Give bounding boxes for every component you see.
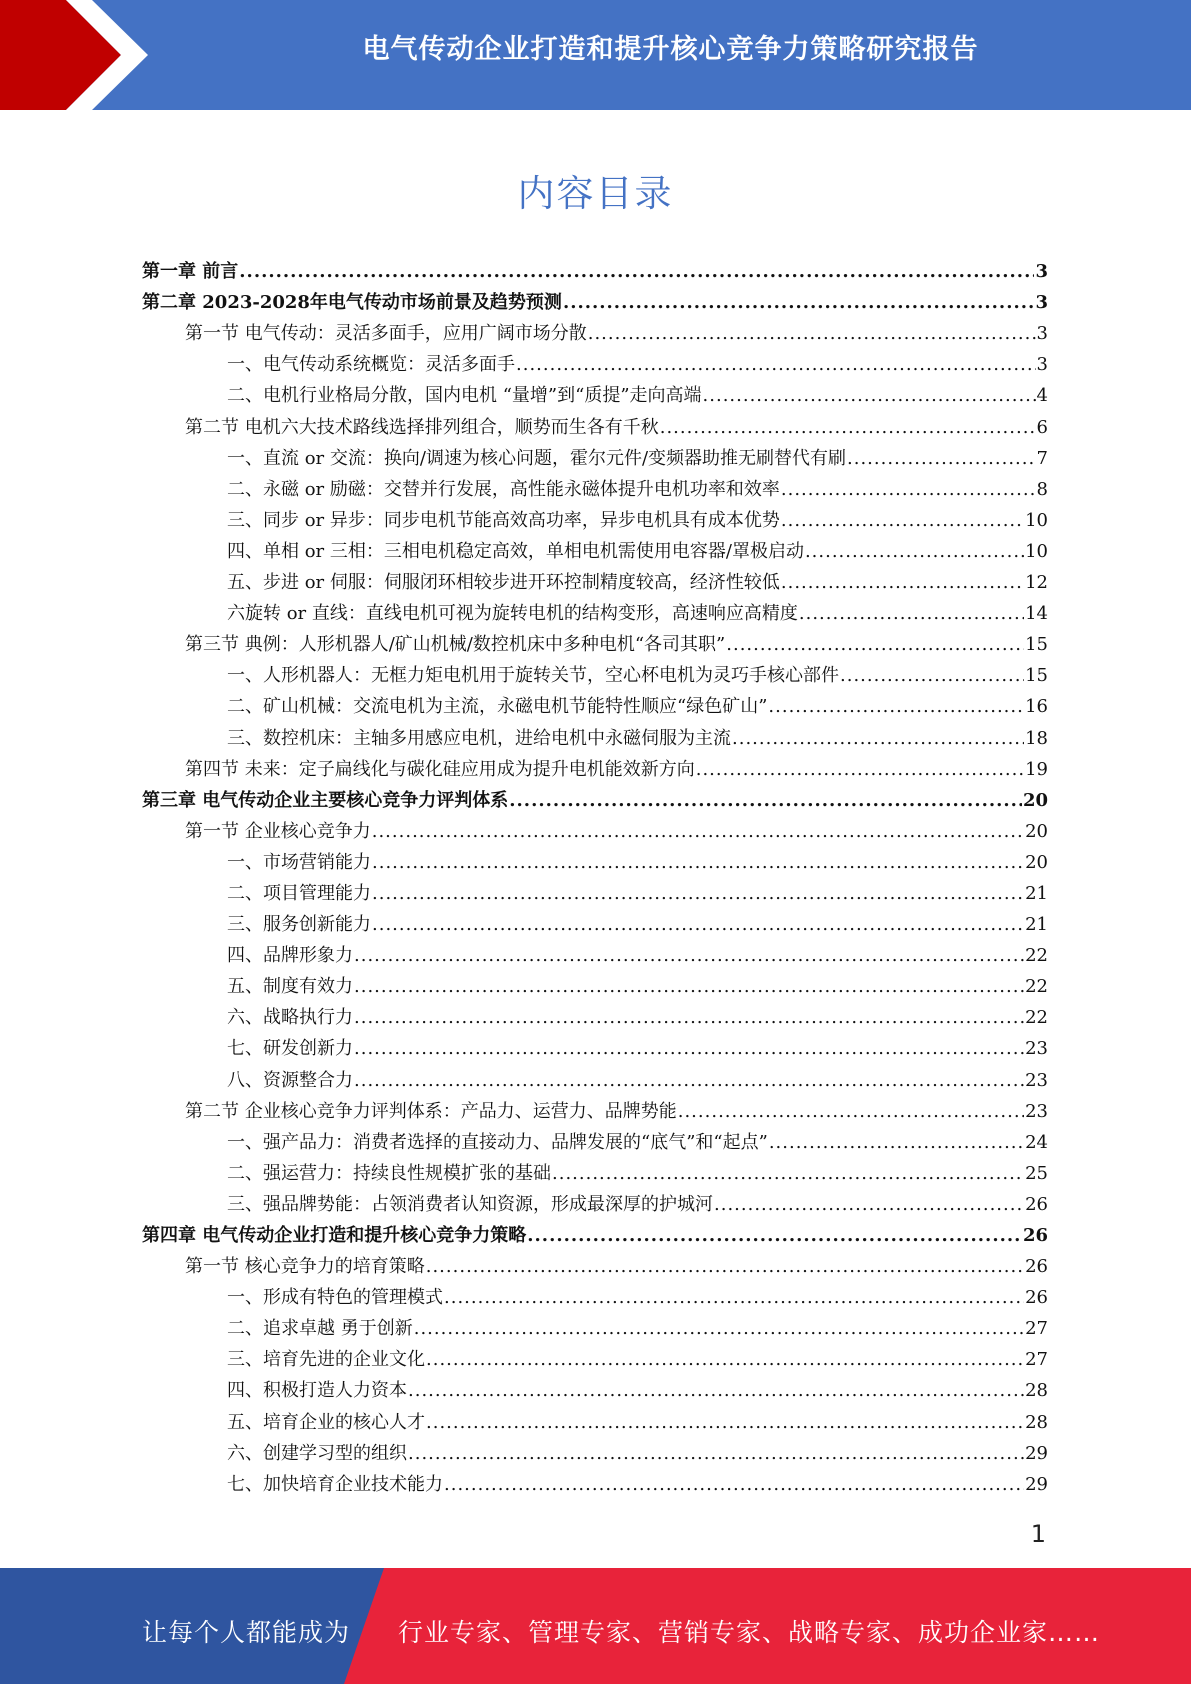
toc-leader-dots: [354, 944, 1024, 968]
toc-entry-label: 七、研发创新力: [227, 1038, 353, 1060]
toc-leader-dots: [769, 1131, 1024, 1155]
toc-leader-dots: [840, 664, 1024, 688]
toc-entry-page: 15: [1025, 665, 1048, 687]
toc-leader-dots: [696, 758, 1024, 782]
toc-leader-dots: [563, 291, 1035, 315]
toc-entry-page: 10: [1025, 509, 1048, 531]
toc-entry[interactable]: [142, 1219, 1048, 1250]
toc-entry-page: 21: [1025, 914, 1048, 936]
toc-entry[interactable]: [142, 317, 1048, 348]
toc-entry-page: 3: [1036, 354, 1048, 376]
toc-entry-label: 五、制度有效力: [227, 976, 353, 998]
toc-entry-page: 18: [1025, 727, 1048, 749]
toc-entry[interactable]: [142, 1281, 1048, 1312]
toc-entry-page: 27: [1025, 1349, 1048, 1371]
toc-entry-page: 14: [1025, 603, 1048, 625]
toc-entry-page: 10: [1025, 540, 1048, 562]
toc-entry-page: 15: [1025, 634, 1048, 656]
toc-entry[interactable]: [142, 1405, 1048, 1436]
toc-entry-label: 三、服务创新能力: [227, 914, 371, 936]
toc-entry[interactable]: [142, 566, 1048, 597]
toc-entry[interactable]: [142, 410, 1048, 441]
toc-entry-label: 四、品牌形象力: [227, 945, 353, 967]
toc-entry-page: 20: [1025, 851, 1048, 873]
toc-entry[interactable]: [142, 286, 1048, 317]
toc-entry[interactable]: [142, 1468, 1048, 1499]
toc-entry-label: 四、单相 or 三相：三相电机稳定高效，单相电机需使用电容器/罩极启动: [227, 540, 804, 562]
toc-entry[interactable]: [142, 1001, 1048, 1032]
toc-entry-label: 六、战略执行力: [227, 1007, 353, 1029]
toc-entry-page: 26: [1022, 1225, 1048, 1246]
toc-leader-dots: [768, 695, 1024, 719]
footer-band: [0, 1568, 1191, 1684]
toc-entry-label: 第三节 典例：人形机器人/矿山机械/数控机床中多种电机“各司其职”: [185, 634, 726, 656]
toc-entry-label: 第一章 前言: [142, 261, 239, 283]
toc-entry-label: 二、矿山机械：交流电机为主流，永磁电机节能特性顺应“绿色矿山”: [227, 696, 768, 718]
toc-entry[interactable]: [142, 473, 1048, 504]
toc-entry-page: 6: [1036, 416, 1048, 438]
toc-entry-page: 26: [1025, 1287, 1048, 1309]
toc-entry-page: 26: [1025, 1193, 1048, 1215]
toc-entry-label: 四、积极打造人力资本: [227, 1380, 407, 1402]
toc-entry[interactable]: [142, 1126, 1048, 1157]
toc-heading: 内容目录: [517, 172, 674, 215]
toc-entry[interactable]: [142, 815, 1048, 846]
toc-leader-dots: [781, 571, 1024, 595]
toc-entry-page: 23: [1025, 1038, 1048, 1060]
toc-entry-label: 三、数控机床：主轴多用感应电机，进给电机中永磁伺服为主流: [227, 727, 731, 749]
toc-entry[interactable]: [142, 1374, 1048, 1405]
toc-entry-page: 22: [1025, 945, 1048, 967]
toc-entry-label: 第四章 电气传动企业打造和提升核心竞争力策略: [142, 1225, 527, 1246]
toc-entry-label: 第二节 企业核心竞争力评判体系：产品力、运营力、品牌势能: [185, 1100, 677, 1122]
toc-leader-dots: [372, 913, 1024, 937]
toc-entry[interactable]: [142, 846, 1048, 877]
toc-entry-page: 28: [1025, 1380, 1048, 1402]
toc-leader-dots: [426, 1411, 1024, 1435]
toc-entry-label: 六、创建学习型的组织: [227, 1442, 407, 1464]
toc-leader-dots: [678, 1100, 1024, 1124]
toc-leader-dots: [781, 509, 1024, 533]
toc-leader-dots: [354, 1006, 1024, 1030]
footer-slogan-right: 行业专家、管理专家、营销专家、战略专家、成功企业家……: [398, 1618, 1101, 1647]
toc-entry-page: 20: [1022, 789, 1048, 811]
toc-entry-label: 五、步进 or 伺服：伺服闭环相较步进开环控制精度较高，经济性较低: [227, 572, 780, 594]
toc-entry-page: 20: [1025, 820, 1048, 842]
toc-leader-dots: [372, 820, 1024, 844]
toc-entry-page: 29: [1025, 1442, 1048, 1464]
toc-entry-page: 28: [1025, 1411, 1048, 1433]
toc-leader-dots: [527, 1224, 1022, 1248]
table-of-contents: [142, 255, 1048, 1499]
toc-entry-page: 29: [1025, 1473, 1048, 1495]
toc-entry-label: 第三章 电气传动企业主要核心竞争力评判体系: [142, 789, 509, 811]
toc-entry-page: 24: [1025, 1131, 1048, 1153]
toc-entry[interactable]: [142, 255, 1048, 286]
toc-entry-label: 一、人形机器人：无框力矩电机用于旋转关节，空心杯电机为灵巧手核心部件: [227, 665, 839, 687]
toc-entry-label: 一、市场营销能力: [227, 851, 371, 873]
toc-entry-label: 二、永磁 or 励磁：交替并行发展，高性能永磁体提升电机功率和效率: [227, 478, 780, 500]
toc-entry[interactable]: [142, 628, 1048, 659]
toc-entry-page: 25: [1025, 1162, 1048, 1184]
toc-entry[interactable]: [142, 690, 1048, 721]
toc-leader-dots: [703, 384, 1036, 408]
toc-entry-page: 26: [1025, 1256, 1048, 1278]
toc-leader-dots: [781, 478, 1036, 502]
toc-entry[interactable]: [142, 970, 1048, 1001]
toc-leader-dots: [414, 1317, 1024, 1341]
toc-entry-label: 二、强运营力：持续良性规模扩张的基础: [227, 1162, 551, 1184]
toc-leader-dots: [516, 353, 1036, 377]
toc-entry-page: 23: [1025, 1069, 1048, 1091]
toc-entry[interactable]: [142, 379, 1048, 410]
toc-leader-dots: [552, 1162, 1024, 1186]
toc-entry[interactable]: [142, 1095, 1048, 1126]
toc-entry-label: 七、加快培育企业技术能力: [227, 1473, 443, 1495]
toc-entry[interactable]: [142, 597, 1048, 628]
toc-entry[interactable]: [142, 535, 1048, 566]
toc-leader-dots: [588, 322, 1036, 346]
toc-entry[interactable]: [142, 1157, 1048, 1188]
toc-entry-label: 一、直流 or 交流：换向/调速为核心问题，霍尔元件/变频器助推无刷替代有刷: [227, 447, 847, 469]
toc-entry-page: 3: [1035, 261, 1048, 283]
footer-slogan-left: 让每个人都能成为: [142, 1618, 351, 1647]
toc-leader-dots: [408, 1442, 1024, 1466]
toc-leader-dots: [372, 851, 1024, 875]
toc-leader-dots: [726, 633, 1024, 657]
toc-entry-label: 第一节 电气传动：灵活多面手，应用广阔市场分散: [185, 323, 587, 345]
toc-entry-label: 第二节 电机六大技术路线选择排列组合，顺势而生各有千秋: [185, 416, 659, 438]
toc-leader-dots: [426, 1255, 1024, 1279]
toc-entry[interactable]: [142, 504, 1048, 535]
toc-leader-dots: [509, 789, 1022, 813]
toc-entry[interactable]: [142, 721, 1048, 752]
header-band: [0, 0, 1191, 110]
toc-entry-label: 第四节 未来：定子扁线化与碳化硅应用成为提升电机能效新方向: [185, 758, 695, 780]
toc-entry-label: 五、培育企业的核心人才: [227, 1411, 425, 1433]
toc-entry-page: 23: [1025, 1100, 1048, 1122]
toc-leader-dots: [239, 260, 1034, 284]
toc-entry-label: 二、电机行业格局分散，国内电机 “量增”到“质提”走向高端: [227, 385, 702, 407]
toc-entry-page: 27: [1025, 1318, 1048, 1340]
toc-entry-label: 第一节 企业核心竞争力: [185, 820, 371, 842]
toc-entry-label: 三、强品牌势能：占领消费者认知资源，形成最深厚的护城河: [227, 1193, 713, 1215]
toc-entry-page: 16: [1025, 696, 1048, 718]
toc-leader-dots: [426, 1348, 1024, 1372]
toc-leader-dots: [847, 447, 1036, 471]
toc-entry[interactable]: [142, 659, 1048, 690]
toc-leader-dots: [799, 602, 1024, 626]
toc-entry[interactable]: [142, 442, 1048, 473]
toc-entry-label: 三、培育先进的企业文化: [227, 1349, 425, 1371]
report-title: 电气传动企业打造和提升核心竞争力策略研究报告: [362, 34, 979, 65]
toc-leader-dots: [805, 540, 1024, 564]
toc-entry-label: 一、强产品力：消费者选择的直接动力、品牌发展的“底气”和“起点”: [227, 1131, 768, 1153]
toc-entry[interactable]: [142, 1312, 1048, 1343]
toc-leader-dots: [354, 1069, 1024, 1093]
toc-entry-page: 22: [1025, 1007, 1048, 1029]
toc-entry[interactable]: [142, 908, 1048, 939]
toc-leader-dots: [444, 1473, 1024, 1497]
toc-entry-page: 19: [1025, 758, 1048, 780]
toc-entry[interactable]: [142, 877, 1048, 908]
toc-leader-dots: [354, 975, 1024, 999]
toc-entry-label: 八、资源整合力: [227, 1069, 353, 1091]
toc-entry-label: 二、追求卓越 勇于创新: [227, 1318, 413, 1340]
toc-entry[interactable]: [142, 1437, 1048, 1468]
toc-entry[interactable]: [142, 1063, 1048, 1094]
toc-entry[interactable]: [142, 784, 1048, 815]
toc-entry[interactable]: [142, 1250, 1048, 1281]
toc-entry-label: 第二章 2023-2028年电气传动市场前景及趋势预测: [142, 292, 562, 314]
toc-entry[interactable]: [142, 939, 1048, 970]
toc-entry-page: 21: [1025, 882, 1048, 904]
toc-entry-label: 三、同步 or 异步：同步电机节能高效高功率，异步电机具有成本优势: [227, 509, 780, 531]
header-chevron-accent: [0, 0, 150, 110]
toc-entry[interactable]: [142, 1188, 1048, 1219]
toc-entry[interactable]: [142, 1343, 1048, 1374]
toc-entry-page: 7: [1036, 447, 1048, 469]
toc-entry-page: 4: [1036, 385, 1048, 407]
toc-entry-label: 一、电气传动系统概览：灵活多面手: [227, 354, 515, 376]
toc-leader-dots: [354, 1037, 1024, 1061]
toc-entry-page: 22: [1025, 976, 1048, 998]
toc-leader-dots: [732, 727, 1024, 751]
toc-entry-page: 8: [1036, 478, 1048, 500]
toc-leader-dots: [408, 1379, 1024, 1403]
toc-leader-dots: [372, 882, 1024, 906]
toc-entry-page: 3: [1036, 323, 1048, 345]
toc-entry-label: 二、项目管理能力: [227, 882, 371, 904]
toc-entry-label: 六旋转 or 直线：直线电机可视为旋转电机的结构变形，高速响应高精度: [227, 603, 798, 625]
toc-entry-label: 一、形成有特色的管理模式: [227, 1287, 443, 1309]
toc-leader-dots: [444, 1286, 1024, 1310]
toc-entry[interactable]: [142, 753, 1048, 784]
toc-entry[interactable]: [142, 1032, 1048, 1063]
toc-entry[interactable]: [142, 348, 1048, 379]
toc-leader-dots: [714, 1193, 1024, 1217]
toc-leader-dots: [660, 416, 1036, 440]
page-number: 1: [1030, 1520, 1046, 1548]
toc-entry-page: 3: [1035, 292, 1048, 314]
toc-entry-label: 第一节 核心竞争力的培育策略: [185, 1256, 425, 1278]
toc-entry-page: 12: [1025, 572, 1048, 594]
